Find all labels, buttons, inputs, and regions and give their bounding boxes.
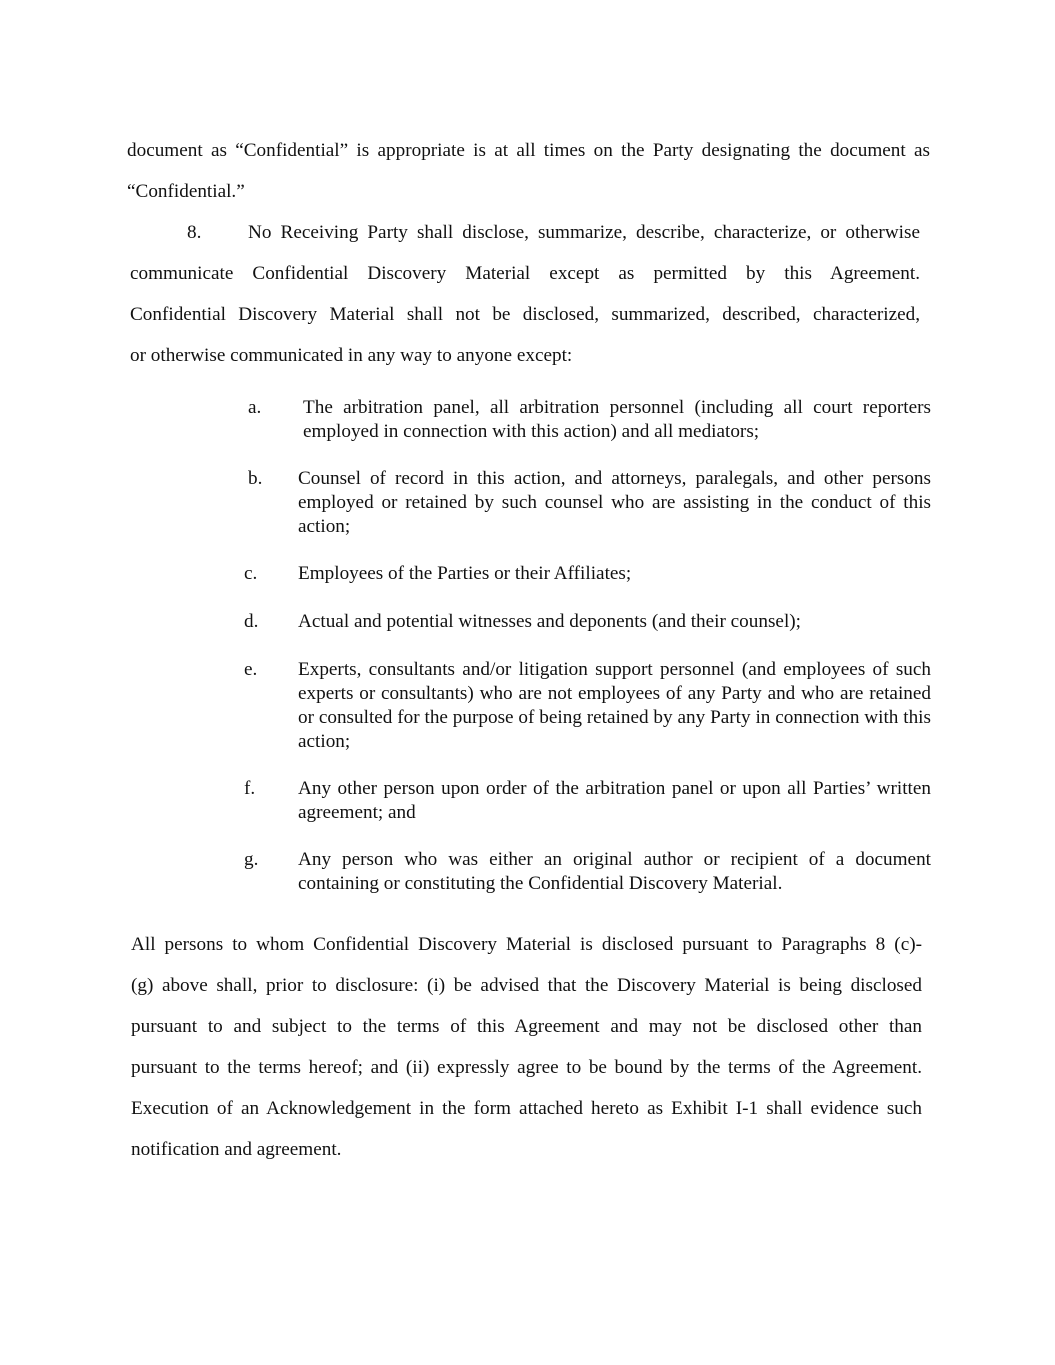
closing-line-4: pursuant to the terms hereof; and (ii) expressly agree to be bound by the terms of the Agreement. (131, 1057, 922, 1078)
list-marker: b. (248, 468, 263, 489)
list-marker: a. (248, 397, 262, 418)
paragraph-8-line-4: or otherwise communicated in any way to anyone except: (130, 345, 573, 366)
closing-line-2: (g) above shall, prior to disclosure: (i) be advised that the Discovery Material is being disclosed (131, 975, 922, 996)
closing-line-3: pursuant to and subject to the terms of this Agreement and may not be disclosed other than (131, 1016, 922, 1037)
list-marker: g. (244, 849, 259, 870)
paragraph-8-line-1: No Receiving Party shall disclose, summarize, describe, characterize, or otherwise (248, 222, 920, 243)
closing-line-5: Execution of an Acknowledgement in the form attached hereto as Exhibit I-1 shall evidence such (131, 1098, 922, 1119)
list-item-text: Any other person upon order of the arbitration panel or upon all Parties’ written agreement; and (298, 778, 931, 823)
list-item-text: Counsel of record in this action, and attorneys, paralegals, and other persons employed or retained by such counsel who are assisting in the conduct of this action; (298, 468, 931, 537)
list-item-text: Experts, consultants and/or litigation support personnel (and employees of such experts or consultants) who are not employees of any Party and who are retained or consulted for the purpose of being retained by any Party in connection with this action; (298, 659, 931, 752)
list-item-text: Actual and potential witnesses and deponents (and their counsel); (298, 611, 801, 632)
list-item-text: The arbitration panel, all arbitration personnel (including all court reporters employed in connection with this action) and all mediators; (303, 397, 931, 442)
list-marker: d. (244, 611, 259, 632)
list-item-text: Employees of the Parties or their Affiliates; (298, 563, 632, 584)
list-item-text: Any person who was either an original author or recipient of a document containing or constituting the Confidential Discovery Material. (298, 849, 931, 894)
paragraph-8-number: 8. (187, 222, 202, 243)
closing-line-1: All persons to whom Confidential Discovery Material is disclosed pursuant to Paragraphs 8 (c)- (131, 934, 922, 955)
list-marker: c. (244, 563, 258, 584)
paragraph-8-line-2: communicate Confidential Discovery Material except as permitted by this Agreement. (130, 263, 920, 284)
list-marker: f. (244, 778, 256, 799)
closing-line-6: notification and agreement. (131, 1139, 342, 1160)
list-marker: e. (244, 659, 258, 680)
carryover-line-1: document as “Confidential” is appropriate is at all times on the Party designating the document as (127, 140, 930, 161)
carryover-line-2: “Confidential.” (127, 181, 245, 202)
paragraph-8-line-3: Confidential Discovery Material shall not be disclosed, summarized, described, characterized, (130, 304, 920, 325)
